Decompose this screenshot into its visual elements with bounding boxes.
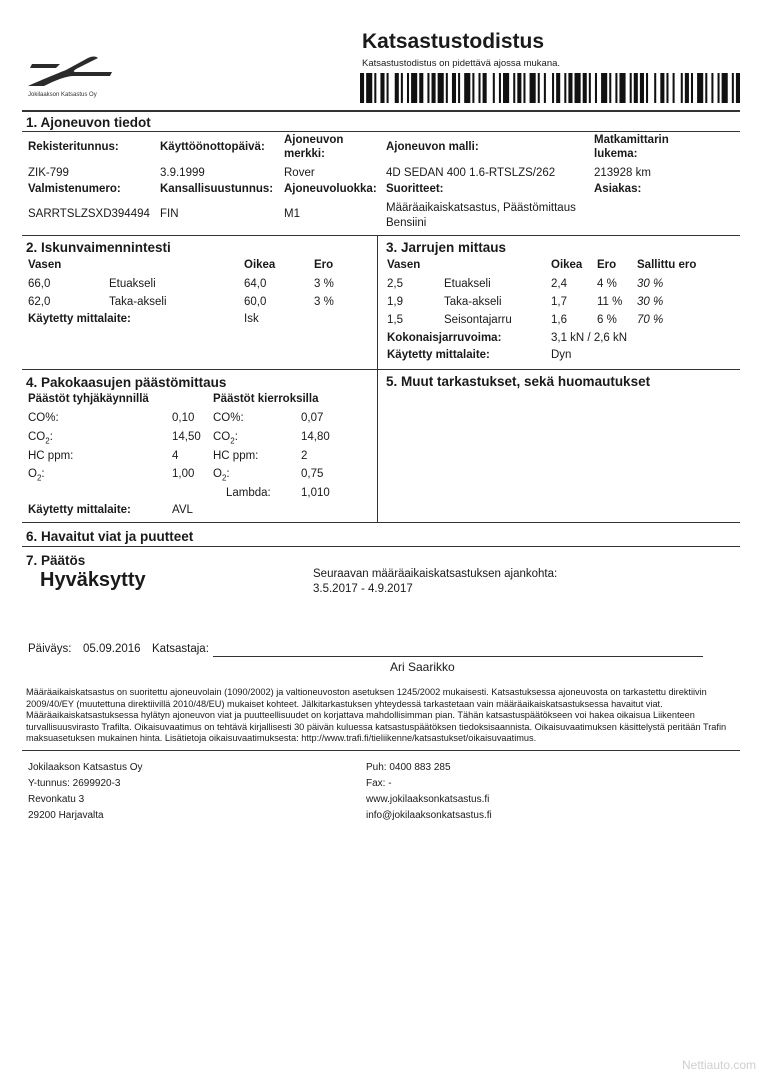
legal-paragraph: Määräaikaiskatsastus on suoritettu ajoneuvolain (1090/2002) ja valtioneuvoston asetuksen 1245/2002 mukaisesti. Katsastuksessa ajoneuvosta on tarkastettu direktiivin 2009/40/EY (muutettuna direktiivillä 2010/48/EU) mukaiset kohteet. Jälkitarkastuksen yhteydessä tarkastetaan vain määräaikaiskatsastuksessa havaitut viat. Määräaikaiskatsastuksessa hylätyn ajoneuvon viat ja puutteellisuudet on korjattava mahdollisimman pian. Tähän katsastuspäätökseen voi hakea oikaisua Liikenteen turvallisuusvirasto Trafilta. Oikaisuvaatimus on tehtävä kirjallisesti 30 päivän kuluessa katsastuspäätöksen tiedoksisaannista. Oikaisuvaatimuksen käsittelystä peritään Trafin maksuasetuksen mukainen hinta. Lisätietoja oikaisuvaatimuksesta: http://www.trafi.fi/tieliikenne/katsastukset/oikaisuvaatimus. bbox=[26, 687, 727, 744]
section1-heading: 1. Ajoneuvon tiedot bbox=[26, 115, 151, 130]
rpm-hc-label: HC ppm: bbox=[213, 450, 259, 462]
rpm-lambda-value: 1,010 bbox=[301, 487, 330, 499]
barcode-bar bbox=[673, 73, 675, 103]
barcode-bar bbox=[718, 73, 720, 103]
barcode-bar bbox=[630, 73, 632, 103]
barcode-bar bbox=[419, 73, 423, 103]
rpm-co2-sub: 2 bbox=[230, 436, 235, 446]
barcode-bar bbox=[493, 73, 495, 103]
logo-graphic bbox=[26, 48, 116, 90]
section6-heading: 6. Havaitut viat ja puutteet bbox=[26, 529, 194, 544]
rpm-o2-text: O bbox=[213, 468, 222, 480]
decision-result: Hyväksytty bbox=[40, 569, 146, 591]
barcode-bar bbox=[438, 73, 444, 103]
barcode-bar bbox=[478, 73, 480, 103]
idle-hc-value: 4 bbox=[172, 450, 179, 462]
barcode-bar bbox=[736, 73, 740, 103]
odometer-label-line1: Matkamittarin bbox=[594, 134, 669, 146]
signature-line bbox=[213, 656, 703, 657]
section5-heading: 5. Muut tarkastukset, sekä huomautukset bbox=[386, 374, 651, 389]
barcode-bar bbox=[595, 73, 597, 103]
make-value: Rover bbox=[284, 167, 315, 179]
document-subtitle: Katsastustodistus on pidettävä ajossa mukana. bbox=[362, 58, 561, 69]
brake-device-value: Dyn bbox=[551, 349, 572, 361]
barcode-bar bbox=[615, 73, 617, 103]
next-inspection-value: 3.5.2017 - 4.9.2017 bbox=[313, 583, 413, 595]
shock-row2-axle: Taka-akseli bbox=[109, 296, 167, 308]
odometer-label-line2: lukema: bbox=[594, 148, 638, 160]
model-label: Ajoneuvon malli: bbox=[386, 141, 479, 153]
idle-o2-label: $O_2$: bbox=[28, 468, 45, 483]
barcode-bar bbox=[564, 73, 566, 103]
barcode-bar bbox=[366, 73, 372, 103]
nationality-label: Kansallisuustunnus: bbox=[160, 183, 274, 195]
model-value: 4D SEDAN 400 1.6-RTSLZS/262 bbox=[386, 167, 556, 179]
barcode-bar bbox=[452, 73, 456, 103]
brake-row1-diff: 4 % bbox=[597, 278, 617, 290]
barcode-bar bbox=[523, 73, 525, 103]
divider-section45 bbox=[22, 522, 740, 523]
barcode-bar bbox=[458, 73, 460, 103]
barcode-bar bbox=[401, 73, 403, 103]
barcode-bar bbox=[640, 73, 644, 103]
barcode-bar bbox=[609, 73, 611, 103]
brake-row3-axle: Seisontajarru bbox=[444, 314, 512, 326]
brake-row3-right: 1,6 bbox=[551, 314, 567, 326]
barcode-bar bbox=[513, 73, 515, 103]
brake-device-label: Käytetty mittalaite: bbox=[387, 349, 490, 361]
brake-row1-right: 2,4 bbox=[551, 278, 567, 290]
divider-section6 bbox=[22, 546, 740, 547]
idle-co2-label: $CO_2$: bbox=[28, 431, 53, 446]
logo-text: Jokilaakson Katsastus Oy bbox=[28, 92, 97, 98]
barcode-bar bbox=[654, 73, 656, 103]
brake-row2-diff: 11 % bbox=[597, 296, 623, 308]
make-label bbox=[284, 133, 343, 161]
barcode-bar bbox=[705, 73, 707, 103]
company-logo bbox=[26, 48, 116, 100]
idle-o2-text: O bbox=[28, 468, 37, 480]
barcode-bar bbox=[538, 73, 540, 103]
barcode-bar bbox=[544, 73, 546, 103]
brake-row1-allowed: 30 % bbox=[637, 278, 664, 290]
barcode-bar bbox=[619, 73, 625, 103]
divider-section1 bbox=[22, 235, 740, 236]
barcode-bar bbox=[568, 73, 572, 103]
brake-row1-axle: Etuakseli bbox=[444, 278, 491, 290]
inspector-name: Ari Saarikko bbox=[390, 660, 455, 674]
brake-col-left: Vasen bbox=[387, 259, 421, 271]
idle-co-label: CO%: bbox=[28, 412, 59, 424]
barcode-bar bbox=[387, 73, 389, 103]
rpm-co2-label: $CO_2$: bbox=[213, 431, 238, 446]
idle-o2-sub: 2 bbox=[36, 473, 42, 483]
footer-fax: Fax: - bbox=[366, 778, 392, 789]
class-label: Ajoneuvoluokka: bbox=[284, 183, 377, 195]
reg-value: ZIK-799 bbox=[28, 167, 69, 179]
idle-co-value: 0,10 bbox=[172, 412, 195, 424]
barcode-bar bbox=[634, 73, 638, 103]
barcode-bar bbox=[575, 73, 581, 103]
shock-row1-left: 66,0 bbox=[28, 278, 51, 290]
barcode-bar bbox=[583, 73, 587, 103]
barcode-bar bbox=[601, 73, 607, 103]
brake-col-diff: Ero bbox=[597, 259, 617, 271]
barcode-bar bbox=[483, 73, 487, 103]
rpm-heading: Päästöt kierroksilla bbox=[213, 393, 319, 405]
performed-value-2: Bensiini bbox=[386, 217, 427, 229]
shock-row1-right: 64,0 bbox=[244, 278, 267, 290]
footer-email: info@jokilaaksonkatsastus.fi bbox=[366, 810, 492, 821]
section7-heading: 7. Päätös bbox=[26, 553, 86, 568]
rpm-co-label: CO%: bbox=[213, 412, 244, 424]
footer-street: Revonkatu 3 bbox=[28, 794, 85, 805]
odometer-value: 213928 km bbox=[594, 167, 651, 179]
shock-col-left: Vasen bbox=[28, 259, 62, 271]
legal-text bbox=[26, 687, 738, 745]
performed-value-1: Määräaikaiskatsastus, Päästömittaus bbox=[386, 202, 576, 214]
idle-co2-sub: 2 bbox=[45, 436, 50, 446]
shock-device-value: Isk bbox=[244, 313, 259, 325]
barcode-bar bbox=[697, 73, 703, 103]
brake-row3-allowed: 70 % bbox=[637, 314, 664, 326]
brake-row3-diff: 6 % bbox=[597, 314, 617, 326]
idle-o2-value: 1,00 bbox=[172, 468, 195, 480]
section3-heading: 3. Jarrujen mittaus bbox=[386, 240, 507, 255]
brake-row2-left: 1,9 bbox=[387, 296, 403, 308]
rpm-lambda-label: Lambda: bbox=[226, 487, 271, 499]
vin-label: Valmistenumero: bbox=[28, 183, 121, 195]
barcode-bar bbox=[380, 73, 384, 103]
footer-phone: Puh: 0400 883 285 bbox=[366, 762, 451, 773]
date-label: Päiväys: bbox=[28, 643, 72, 655]
divider-top bbox=[22, 110, 740, 112]
first-use-value: 3.9.1999 bbox=[160, 167, 205, 179]
performed-label: Suoritteet: bbox=[386, 183, 444, 195]
idle-heading: Päästöt tyhjäkäynnillä bbox=[28, 393, 149, 405]
divider-legal bbox=[22, 750, 740, 751]
next-inspection-label: Seuraavan määräaikaiskatsastuksen ajankohta: bbox=[313, 568, 558, 580]
shock-device-label: Käytetty mittalaite: bbox=[28, 313, 131, 325]
barcode-bar bbox=[552, 73, 554, 103]
brake-col-allowed: Sallittu ero bbox=[637, 259, 697, 271]
barcode-bar bbox=[681, 73, 683, 103]
brake-row2-allowed: 30 % bbox=[637, 296, 664, 308]
barcode-bar bbox=[395, 73, 399, 103]
brake-total-value: 3,1 kN / 2,6 kN bbox=[551, 332, 628, 344]
barcode-bar bbox=[646, 73, 648, 103]
shock-row2-right: 60,0 bbox=[244, 296, 267, 308]
barcode-bar bbox=[432, 73, 436, 103]
shock-row1-axle: Etuakseli bbox=[109, 278, 156, 290]
first-use-label: Käyttöönottopäivä: bbox=[160, 141, 265, 153]
document-title: Katsastustodistus bbox=[362, 30, 545, 53]
barcode-bar bbox=[711, 73, 713, 103]
brake-total-label: Kokonaisjarruvoima: bbox=[387, 332, 502, 344]
barcode-bar bbox=[556, 73, 560, 103]
section4-heading: 4. Pakokaasujen päästömittaus bbox=[26, 375, 227, 390]
vin-value: SARRTSLZSXD394494 bbox=[28, 208, 150, 220]
brake-row1-left: 2,5 bbox=[387, 278, 403, 290]
idle-co2-value: 14,50 bbox=[172, 431, 201, 443]
barcode-bar bbox=[499, 73, 501, 103]
barcode-bar bbox=[589, 73, 591, 103]
brake-row2-axle: Taka-akseli bbox=[444, 296, 502, 308]
barcode-bar bbox=[472, 73, 474, 103]
brake-row2-right: 1,7 bbox=[551, 296, 567, 308]
barcode-bar bbox=[427, 73, 429, 103]
footer-web: www.jokilaaksonkatsastus.fi bbox=[366, 794, 490, 805]
shock-col-right: Oikea bbox=[244, 259, 276, 271]
barcode-bar bbox=[691, 73, 693, 103]
barcode-bar bbox=[732, 73, 734, 103]
shock-col-diff: Ero bbox=[314, 259, 334, 271]
barcode-bar bbox=[517, 73, 521, 103]
barcode-bar bbox=[530, 73, 536, 103]
emission-device-value: AVL bbox=[172, 504, 193, 516]
date-value: 05.09.2016 bbox=[83, 643, 141, 655]
barcode-bar bbox=[660, 73, 664, 103]
divider-section23 bbox=[22, 369, 740, 370]
barcode bbox=[360, 73, 740, 103]
rpm-co2-text: CO bbox=[213, 431, 231, 443]
barcode-bar bbox=[722, 73, 728, 103]
shock-row1-diff: 3 % bbox=[314, 278, 334, 290]
rpm-o2-label: $O_2$: bbox=[213, 468, 230, 483]
column-divider bbox=[377, 235, 378, 523]
brake-row3-left: 1,5 bbox=[387, 314, 403, 326]
footer-company: Jokilaakson Katsastus Oy bbox=[28, 762, 143, 773]
section2-heading: 2. Iskunvaimennintesti bbox=[26, 240, 171, 255]
barcode-bar bbox=[685, 73, 689, 103]
barcode-bar bbox=[407, 73, 409, 103]
inspector-label: Katsastaja: bbox=[152, 643, 209, 655]
rpm-o2-value: 0,75 bbox=[301, 468, 324, 480]
rpm-hc-value: 2 bbox=[301, 450, 308, 462]
make-label-line1: Ajoneuvon bbox=[284, 134, 344, 146]
odometer-label bbox=[594, 133, 669, 161]
barcode-bar bbox=[360, 73, 364, 103]
brake-col-right: Oikea bbox=[551, 259, 583, 271]
footer-business-id: Y-tunnus: 2699920-3 bbox=[28, 778, 121, 789]
footer-city: 29200 Harjavalta bbox=[28, 810, 104, 821]
idle-hc-label: HC ppm: bbox=[28, 450, 74, 462]
emission-device-label: Käytetty mittalaite: bbox=[28, 504, 131, 516]
class-value: M1 bbox=[284, 208, 300, 220]
barcode-bar bbox=[374, 73, 376, 103]
barcode-bar bbox=[446, 73, 448, 103]
shock-row2-left: 62,0 bbox=[28, 296, 51, 308]
rpm-co-value: 0,07 bbox=[301, 412, 324, 424]
watermark: Nettiauto.com bbox=[682, 1058, 757, 1072]
barcode-bar bbox=[411, 73, 417, 103]
make-label-line2: merkki: bbox=[284, 148, 325, 160]
shock-row2-diff: 3 % bbox=[314, 296, 334, 308]
reg-label: Rekisteritunnus: bbox=[28, 141, 119, 153]
barcode-bar bbox=[464, 73, 470, 103]
idle-co2-text: CO bbox=[28, 431, 46, 443]
customer-label: Asiakas: bbox=[594, 183, 642, 195]
barcode-bar bbox=[503, 73, 509, 103]
nationality-value: FIN bbox=[160, 208, 179, 220]
rpm-co2-value: 14,80 bbox=[301, 431, 330, 443]
section1-underline bbox=[22, 131, 740, 132]
barcode-bar bbox=[666, 73, 668, 103]
rpm-o2-sub: 2 bbox=[221, 473, 227, 483]
